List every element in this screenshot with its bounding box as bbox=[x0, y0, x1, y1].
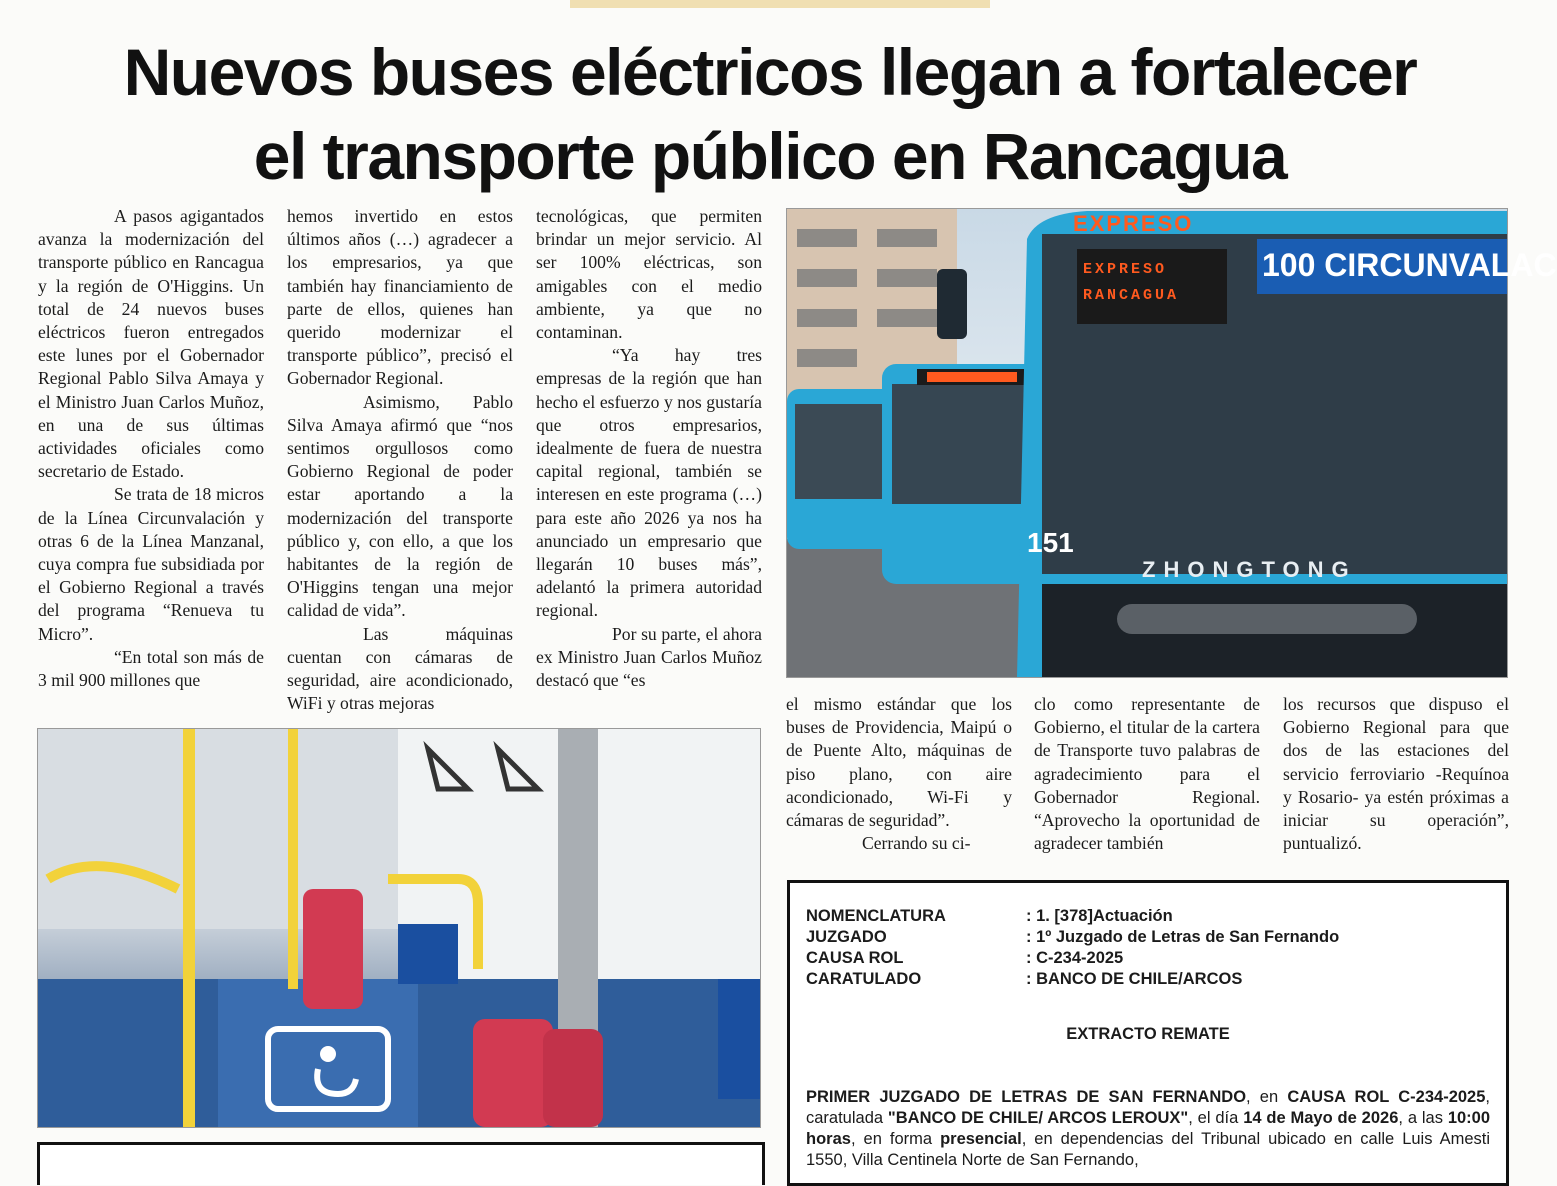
article-column-2 bbox=[287, 205, 513, 715]
paragraph: Cerrando su ci- bbox=[862, 833, 971, 854]
article-column-6 bbox=[1283, 693, 1509, 858]
paragraph: Asimismo, Pablo Silva Amaya afirmó que “nos sentimos orgullosos como Gobierno Regional de poder estar aportando a la modernización del transporte público y, con ello, a que los habitantes de la región de O'Higgins tengan una mejor calidad de vida”. bbox=[287, 391, 513, 621]
paragraph: hemos invertido en estos últimos años (…) agradecer a los empresarios, ya que también hay financiamiento de parte de ellos, quienes han querido modernizar el transporte público”, precisó el Gobernador Regional. bbox=[287, 206, 513, 389]
bottom-box-partial bbox=[37, 1142, 765, 1185]
paragraph: “Ya hay tres empresas de la región que han hecho el esfuerzo y nos gustaría que otros empresarios, idealmente de fuera de nuestra capital regional, también se interesen en este programa (…) para este año 2026 ya nos ha anunciado un empresario que llegarán 10 buses más”, adelantó la primera autoridad regional. bbox=[536, 345, 762, 621]
headline bbox=[20, 30, 1520, 198]
paragraph: tecnológicas, que permiten brindar un mejor servicio. Al ser 100% eléctricas, son amigables con el medio ambiente, ya que no contaminan. bbox=[536, 206, 762, 343]
legal-notice-box bbox=[787, 880, 1509, 1186]
paragraph: Las máquinas cuentan con cámaras de seguridad, aire acondicionado, WiFi y otras mejoras bbox=[287, 623, 513, 714]
paragraph: A pasos agigantados avanza la modernización del transporte público en Rancagua y la región de O'Higgins. Un total de 24 nuevos buses eléctricos fueron entregados este lunes por el Gobernador Regional Pablo Silva Amaya y el Ministro Juan Carlos Muñoz, en una de sus últimas actividades oficiales como secretario de Estado. bbox=[38, 206, 264, 482]
interior-illustration bbox=[38, 729, 760, 1127]
paragraph: Se trata de 18 micros de la Línea Circunvalación y otras 6 de la Línea Manzanal, cuya compra fue subsidiada por el Gobierno Regional a través del programa “Renueva tu Micro”. bbox=[38, 484, 264, 644]
top-color-band bbox=[570, 0, 990, 8]
legal-body: PRIMER JUZGADO DE LETRAS DE SAN FERNANDO, en CAUSA ROL C-234-2025, caratulada "BANCO DE CHILE/ ARCOS LEROUX", el día 14 de Mayo de 2026, a las 10:00 horas, en forma presencial, en dependencias del Tribunal ubicado en calle Luis Amesti 1550, Villa Centinela Norte de San Fernando, bbox=[806, 1088, 1491, 1169]
paragraph: clo como representante de Gobierno, el titular de la cartera de Transporte tuvo palabras de agradecimiento para el Gobernador Regional. “Aprovecho la oportunidad de agradecer también bbox=[1034, 694, 1260, 854]
legal-field-value: : BANCO DE CHILE/ARCOS bbox=[1026, 970, 1243, 988]
legal-title: EXTRACTO REMATE bbox=[1066, 1025, 1230, 1043]
article-column-1 bbox=[38, 205, 264, 715]
paragraph: los recursos que dispuso el Gobierno Regional para que dos de las estaciones del servicio ferroviario -Requínoa y Rosario- ya estén próximas a iniciar su operación”, puntualizó. bbox=[1283, 694, 1509, 854]
electric-buses-photo bbox=[786, 208, 1557, 678]
article-column-4 bbox=[786, 693, 1012, 858]
legal-field-key: CARATULADO bbox=[806, 970, 922, 988]
led-route-sign: 100 CIRCUNVALAC bbox=[1262, 247, 1557, 283]
paragraph: el mismo estándar que los buses de Providencia, Maipú o de Puente Alto, máquinas de piso plano, con aire acondicionado, Wi-Fi y cámaras de seguridad”. bbox=[786, 694, 1012, 831]
led-company-sign: EXPRESO RANCAGUA bbox=[1083, 261, 1180, 304]
legal-field-value: : 1º Juzgado de Letras de San Fernando bbox=[1026, 928, 1340, 946]
headline-line-2: el transporte público en Rancagua bbox=[253, 119, 1287, 193]
article-column-3 bbox=[536, 205, 762, 715]
paragraph: Por su parte, el ahora ex Ministro Juan Carlos Muñoz destacó que “es bbox=[536, 623, 762, 691]
headline-line-1: Nuevos buses eléctricos llegan a fortalecer bbox=[123, 35, 1417, 109]
legal-field-value: : 1. [378]Actuación bbox=[1026, 907, 1173, 925]
legal-field-key: JUZGADO bbox=[806, 928, 887, 946]
legal-field-key: CAUSA ROL bbox=[806, 949, 904, 967]
legal-field-value: : C-234-2025 bbox=[1026, 949, 1124, 967]
bus-interior-photo bbox=[37, 728, 761, 1128]
fleet-number: 151 bbox=[1027, 527, 1074, 558]
led-sign-top: EXPRESO bbox=[1073, 211, 1194, 236]
bus-brand: ZHONGTONG bbox=[1142, 557, 1357, 582]
legal-field-key: NOMENCLATURA bbox=[806, 907, 946, 925]
paragraph: “En total son más de 3 mil 900 millones que bbox=[38, 646, 264, 691]
article-column-5 bbox=[1034, 693, 1260, 858]
